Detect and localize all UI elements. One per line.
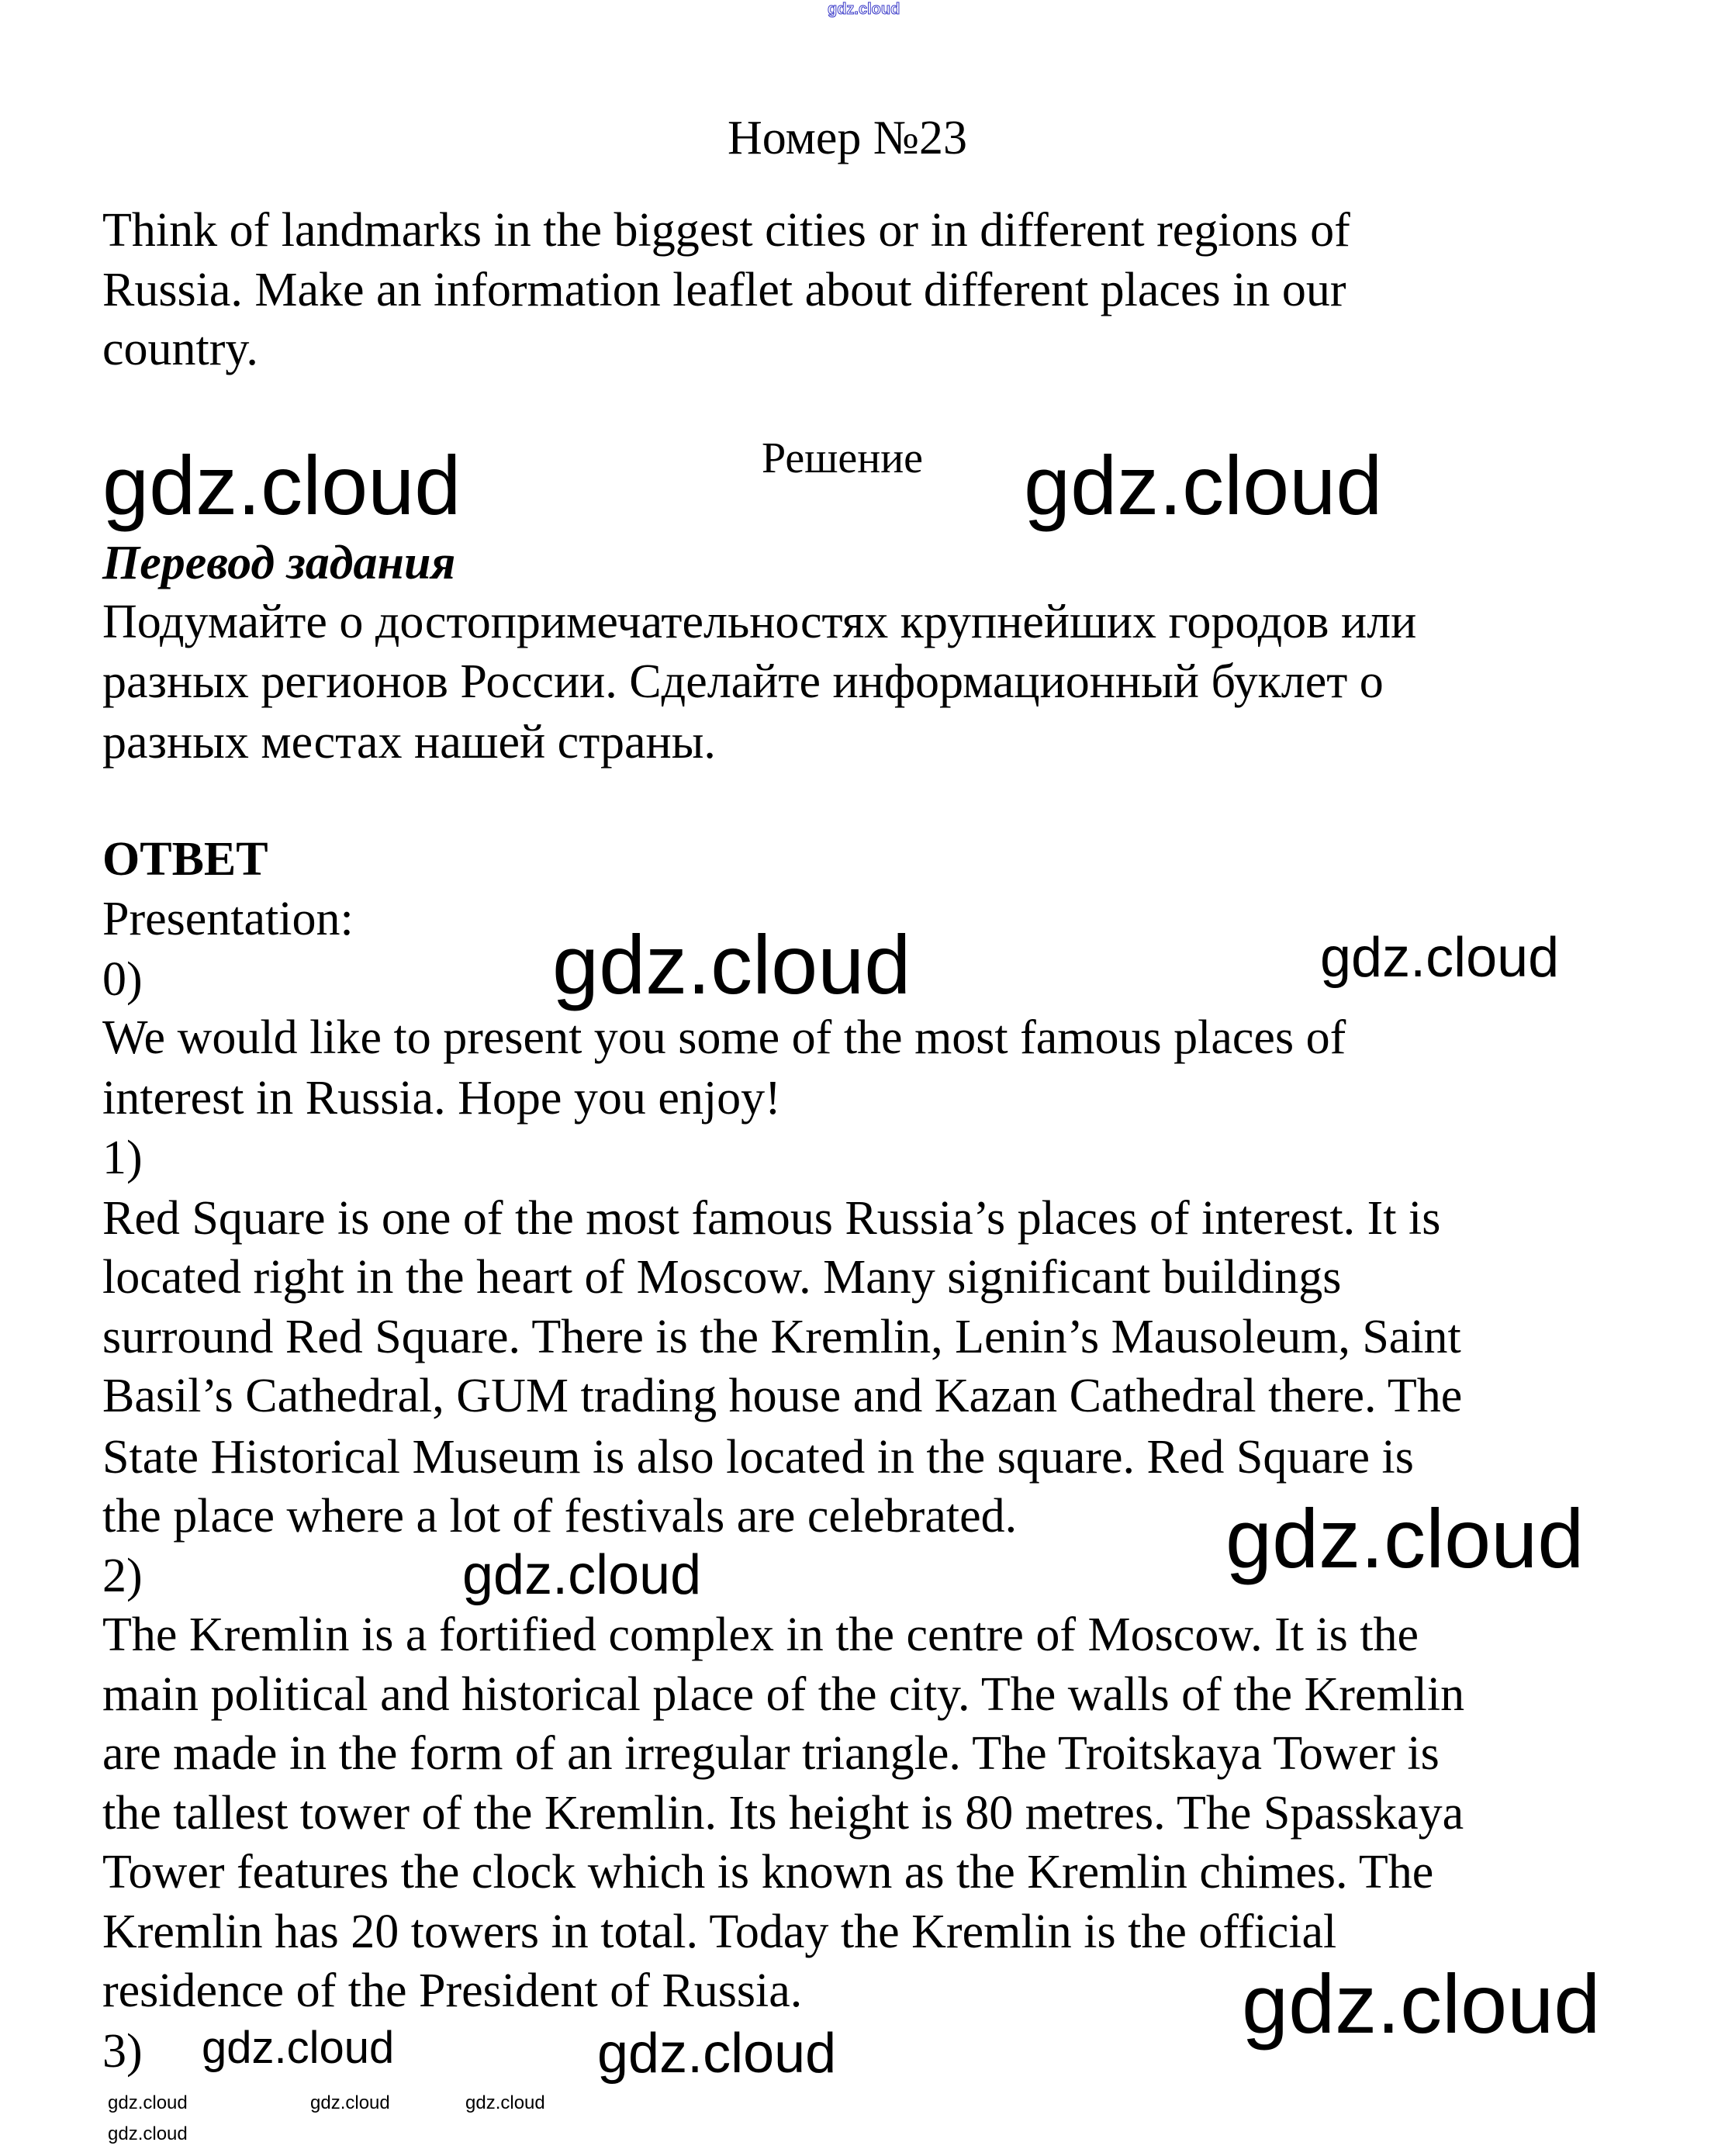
watermark: gdz.cloud (202, 2023, 395, 2073)
section-line: located right in the heart of Moscow. Many significant buildings (102, 1251, 1342, 1304)
watermark: gdz.cloud (310, 2092, 390, 2113)
watermark: gdz.cloud (462, 1544, 702, 1606)
translation-line: разных регионов России. Сделайте информационный буклет о (102, 655, 1384, 708)
section-line: residence of the President of Russia. (102, 1964, 803, 2017)
translation-line: Подумайте о достопримечательностях крупнейших городов или (102, 596, 1417, 648)
watermark-top: gdz.cloud (828, 1, 900, 18)
section-line: the tallest tower of the Kremlin. Its height is 80 metres. The Spasskaya (102, 1787, 1464, 1840)
section-line: Red Square is one of the most famous Russia’s places of interest. It is (102, 1192, 1441, 1245)
section-line: Basil’s Cathedral, GUM trading house and Kazan Cathedral there. The (102, 1370, 1463, 1422)
section-line: We would like to present you some of the most famous places of (102, 1011, 1346, 1064)
watermark: gdz.cloud (1024, 438, 1383, 532)
solution-label: Решение (762, 434, 924, 482)
section-number: 0) (102, 953, 143, 1006)
task-line: Russia. Make an information leaflet about different places in our (102, 264, 1346, 316)
answer-heading: ОТВЕТ (102, 833, 268, 886)
presentation-label: Presentation: (102, 893, 354, 945)
watermark: gdz.cloud (552, 917, 911, 1011)
section-line: The Kremlin is a fortified complex in the centre of Moscow. It is the (102, 1608, 1419, 1661)
translation-heading: Перевод задания (102, 537, 456, 589)
translation-line: разных местах нашей страны. (102, 716, 716, 769)
section-line: Tower features the clock which is known as the Kremlin chimes. The (102, 1846, 1434, 1899)
task-line: country. (102, 323, 258, 375)
watermark: gdz.cloud (108, 2092, 188, 2113)
watermark: gdz.cloud (1242, 1957, 1601, 2051)
section-line: surround Red Square. There is the Kremlin, Lenin’s Mausoleum, Saint (102, 1311, 1461, 1363)
section-number: 1) (102, 1132, 143, 1184)
section-line: Kremlin has 20 towers in total. Today the Kremlin is the official (102, 1906, 1337, 1958)
watermark: gdz.cloud (1225, 1491, 1585, 1585)
section-number: 2) (102, 1550, 143, 1602)
section-line: are made in the form of an irregular triangle. The Troitskaya Tower is (102, 1727, 1440, 1780)
task-line: Think of landmarks in the biggest cities or in different regions of (102, 204, 1350, 257)
section-line: State Historical Museum is also located in the square. Red Square is (102, 1431, 1414, 1484)
section-number: 3) (102, 2025, 143, 2078)
watermark: gdz.cloud (465, 2092, 545, 2113)
watermark: gdz.cloud (102, 438, 461, 532)
section-line: interest in Russia. Hope you enjoy! (102, 1072, 781, 1125)
watermark: gdz.cloud (1320, 927, 1560, 989)
section-line: main political and historical place of the city. The walls of the Kremlin (102, 1668, 1465, 1721)
page-title: Номер №23 (728, 112, 968, 164)
watermark: gdz.cloud (597, 2023, 837, 2085)
section-line: the place where a lot of festivals are celebrated. (102, 1490, 1018, 1543)
watermark: gdz.cloud (108, 2123, 188, 2144)
